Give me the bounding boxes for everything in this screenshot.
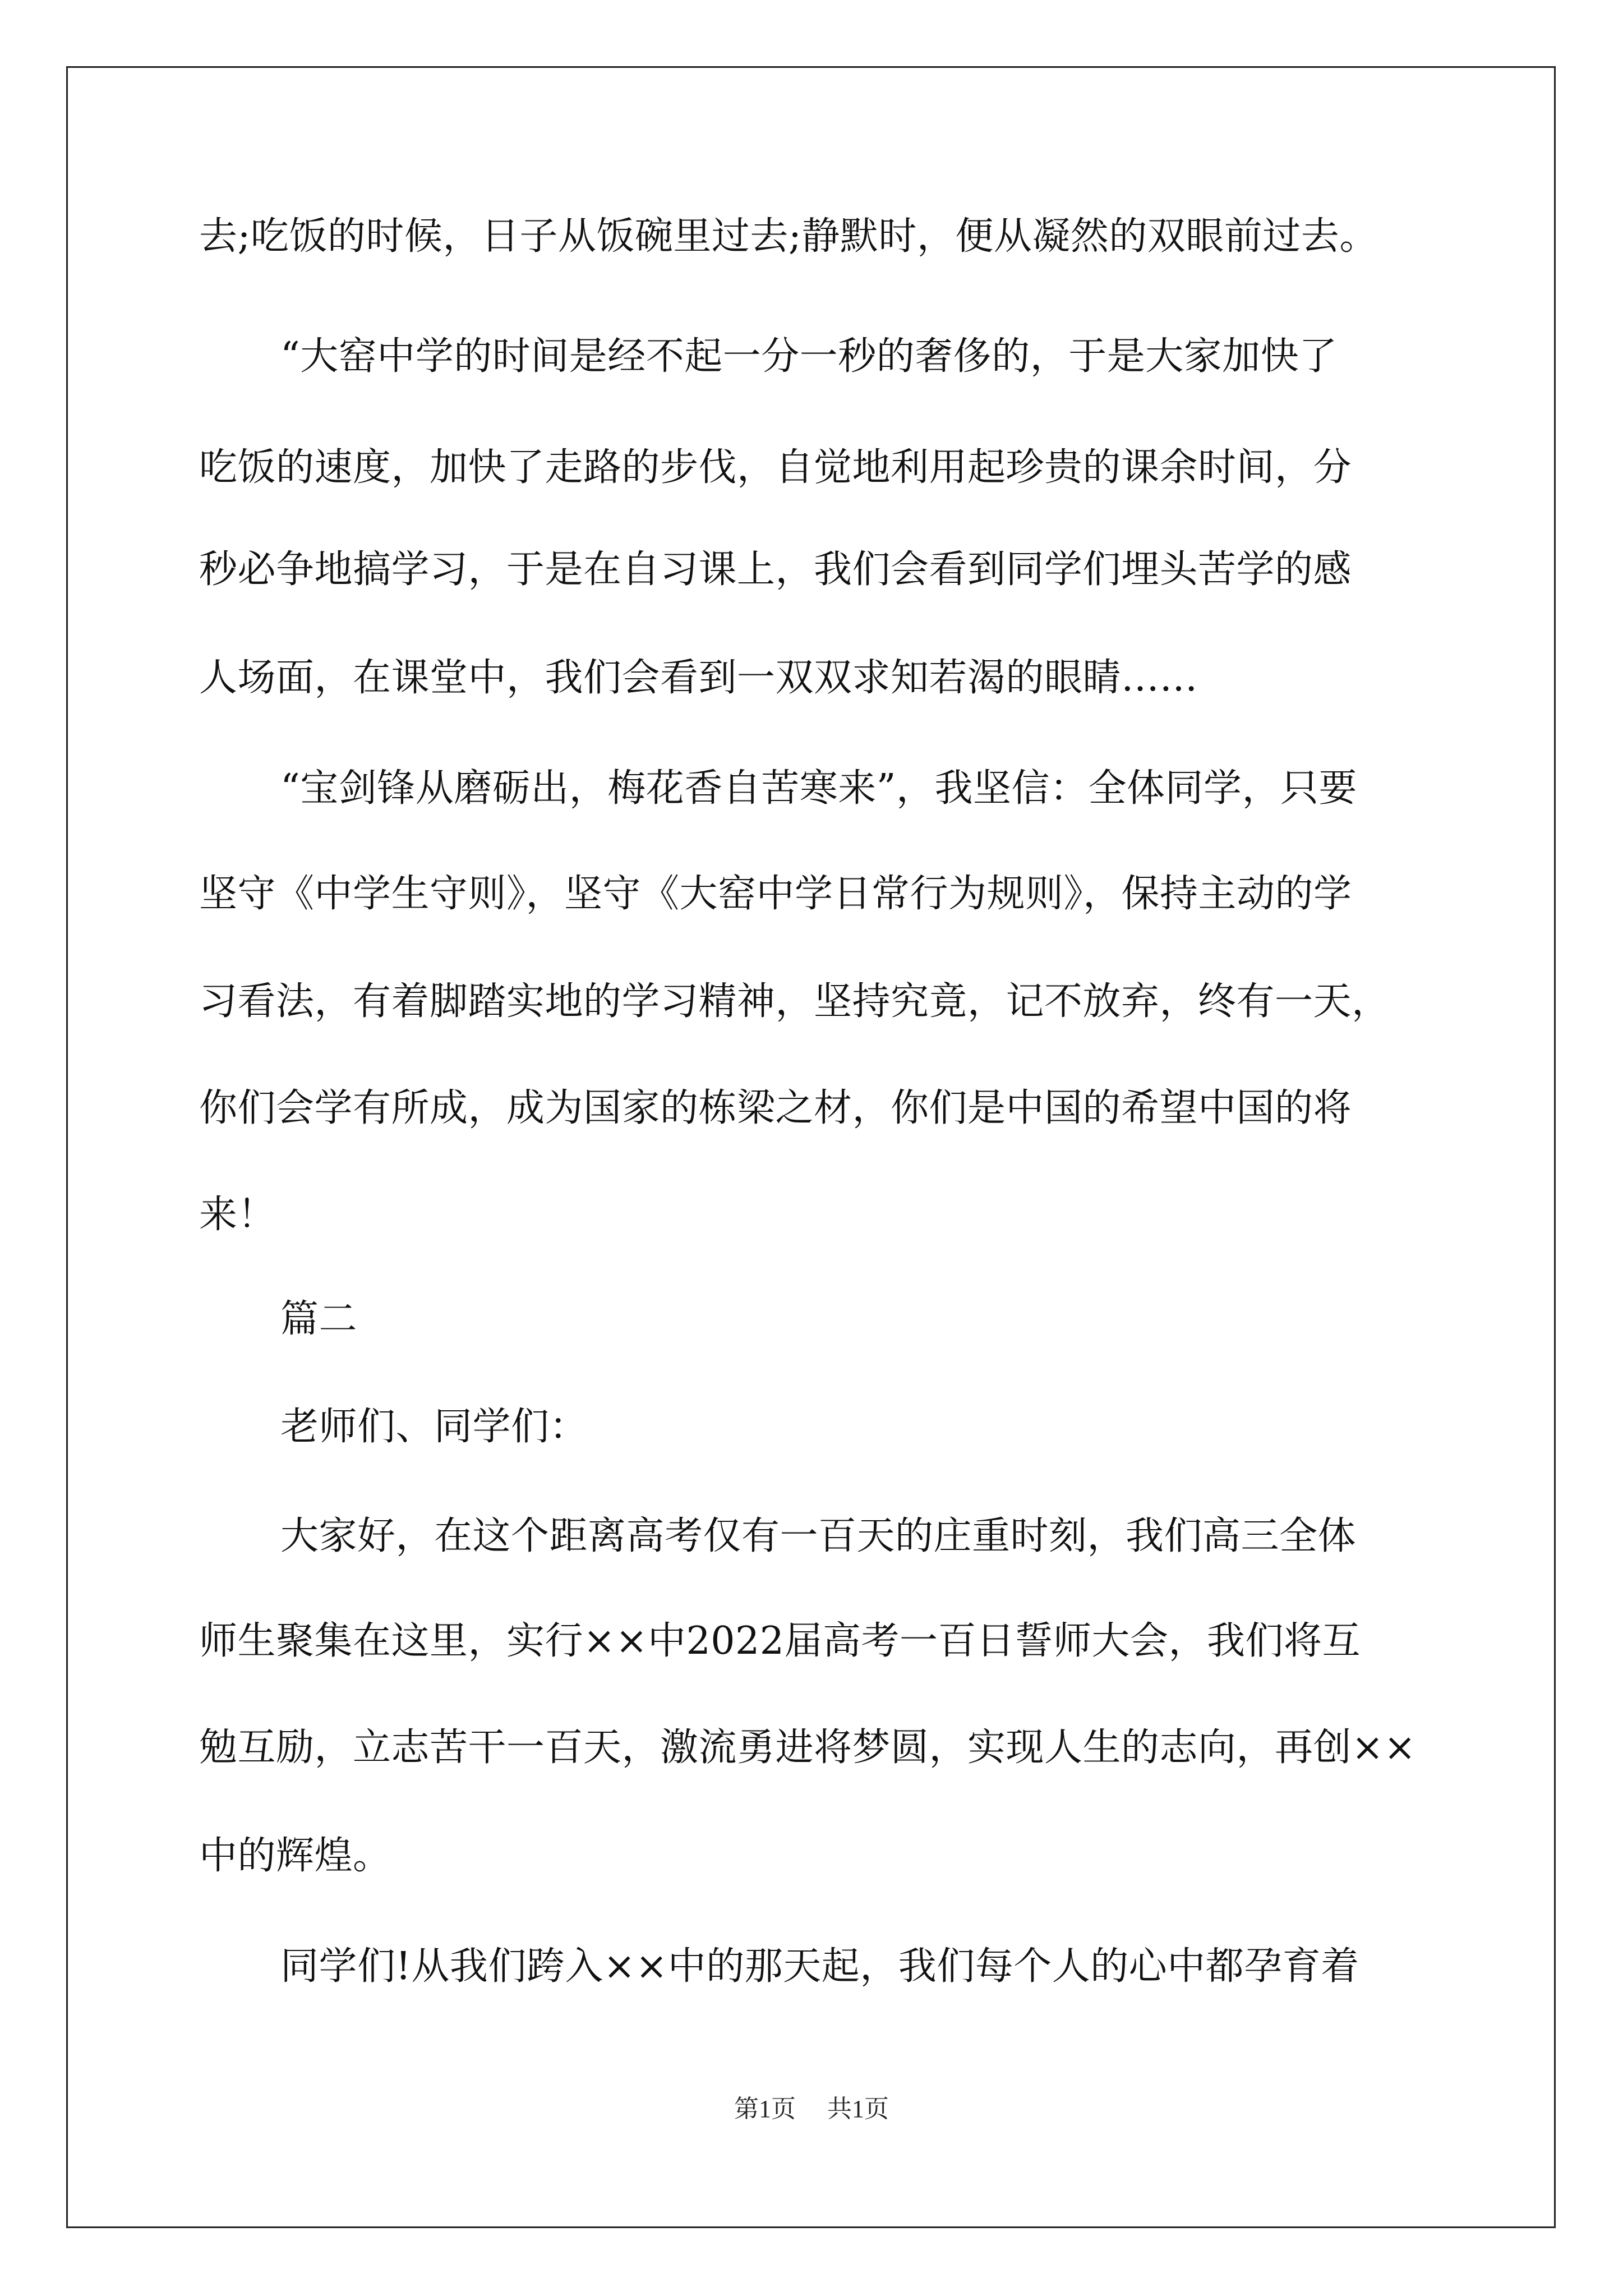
- text-line: “大窑中学的时间是经不起一分一秒的奢侈的，于是大家加快了: [280, 334, 1338, 379]
- text-line: 中的辉煌。: [199, 1834, 391, 1878]
- page-frame: [66, 66, 1556, 2228]
- text-line: “宝剑锋从磨砺出，梅花香自苦寒来”，我坚信：全体同学，只要: [280, 766, 1358, 811]
- text-line: 习看法，有着脚踏实地的学习精神，坚持究竟，记不放弃，终有一天，: [199, 979, 1390, 1024]
- text-line: 秒必争地搞学习，于是在自习课上，我们会看到同学们埋头苦学的感: [199, 547, 1352, 592]
- page-footer: [0, 2088, 1623, 2124]
- section-heading: 篇二: [280, 1297, 358, 1341]
- text-line: 来！: [199, 1193, 276, 1237]
- text-line: 你们会学有所成，成为国家的栋梁之材，你们是中国的希望中国的将: [199, 1086, 1352, 1130]
- text-line: 人场面，在课堂中，我们会看到一双双求知若渴的眼睛……: [199, 656, 1198, 700]
- page-total: 共1页: [827, 2095, 889, 2123]
- salutation: 老师们、同学们：: [280, 1405, 588, 1449]
- text-line: 同学们!从我们跨入××中的那天起，我们每个人的心中都孕育着: [280, 1944, 1359, 1989]
- text-line: 去;吃饭的时候，日子从饭碗里过去;静默时，便从凝然的双眼前过去。: [199, 214, 1378, 259]
- text-line: 大家好，在这个距离高考仅有一百天的庄重时刻，我们高三全体: [280, 1514, 1357, 1558]
- page-number: 第1页: [734, 2095, 796, 2123]
- text-line: 勉互励，立志苦干一百天，激流勇进将梦圆，实现人生的志向，再创××: [199, 1726, 1416, 1770]
- text-line: 吃饭的速度，加快了走路的步伐，自觉地利用起珍贵的课余时间，分: [199, 445, 1352, 490]
- text-line: 师生聚集在这里，实行××中2022届高考一百日誓师大会，我们将互: [199, 1619, 1361, 1663]
- text-line: 坚守《中学生守则》，坚守《大窑中学日常行为规则》，保持主动的学: [199, 872, 1352, 916]
